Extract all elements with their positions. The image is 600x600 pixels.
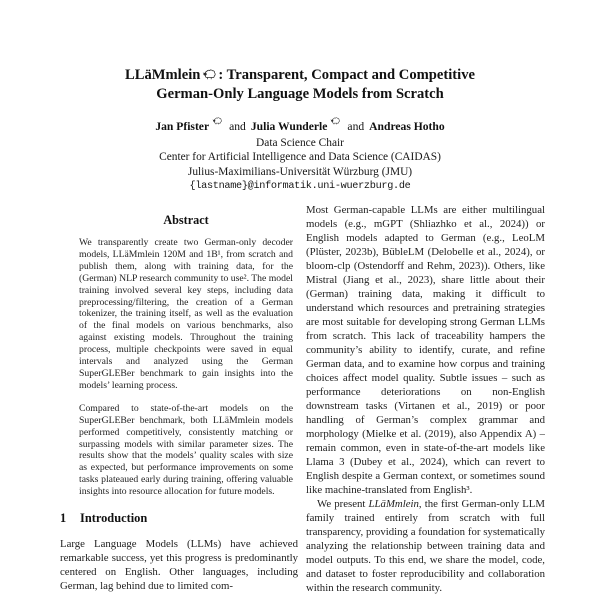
title-text-post: : Transparent, Compact and Competitive [218,67,475,83]
paper-header [0,66,600,192]
authors-separator-2: and [347,120,365,133]
model-name-italic: LLäMmlein [368,498,419,510]
email-line: {lastname}@informatik.uni-wuerzburg.de [189,180,411,192]
body-paragraph-1: Most German-capable LLMs are either multilingual models (e.g., mGPT (Shliazhko et al., 2024)) or English models adapted to German (e.g., LeoLM (Plüster, 2023b), BübleLM (Delobelle et al., 2024), or bloom-clp (Ostendorff and Rehm, 2023)). Others, like Mistral (Jiang et al., 2023), share little about their (German) training data, making it difficult to understand which resources and pretraining strategies are most suitable for developing strong German LLMs from scratch. This lack of traceability hampers the community’s ability to identify, curate, and refine German data, and to examine how corpus and training choices affect model quality. Subtle issues – such as performance deteriorations on non-English downstream tasks (Virtanen et al., 2019) or poor handling of German’s complex grammar and morphology (Mielke et al. (2019), also Appendix A) – remain common, even in state-of-the-art models like Llama 3 (Dubey et al., 2024), which can revert to English despite a German context, or sometimes sound like machine-translated from English³. [306,204,545,496]
author-1-affiliation-mark [210,117,224,125]
sheep-icon [202,69,216,80]
body-paragraph-2 [306,497,545,595]
paper-title [0,66,600,104]
title-text-pre: LLäMmlein [124,67,201,83]
sheep-icon [330,117,340,125]
abstract-text [79,237,293,498]
affiliation-chair: Data Science Chair [256,137,344,149]
author-2-sheep-slot [328,116,342,127]
section-title: Introduction [80,511,148,526]
author-name-2: Julia Wunderle [250,120,328,133]
author-1-sheep-slot [210,116,224,127]
abstract-paragraph-2: Compared to state-of-the-art models on the SuperGLEBer benchmark, both LLäMmlein models performed competitively, consistently matching or surpassing models with similar parameter sizes. The results show that the models’ quality scales with size as expected, but performance improvements on some tasks plateaued early during training, offering valuable insights into resource allocation for future models. [79,402,293,498]
body-paragraph-2-post: , the first German-only LLM family trained entirely from scratch with full transparency, providing a foundation for systematically analyzing the relationship between training data and model outputs. To this end, we share the model, code, and dataset to foster reproducibility and collaboration within the research community. [306,498,545,594]
affiliation-block [0,136,600,179]
sheep-icon [212,117,222,125]
abstract-section [79,213,293,498]
abstract-paragraph-1: We transparently create two German-only decoder models, LLäMmlein 120M and 1B¹, from scratch and publish them, along with training data, for the (German) NLP research community to use². The model training involved several key steps, including data preprocessing/filtering, the creation of a German tokenizer, the training itself, as well as the evaluation of the final models on various benchmarks, also against existing models. Throughout the training process, multiple checkpoints were saved in equal intervals and analyzed using the German SuperGLEBer benchmark to gain insights into the models’ learning process. [79,237,293,391]
title-sheep-slot [200,67,218,83]
section-number: 1 [60,511,67,526]
author-2-affiliation-mark [328,117,342,125]
body-paragraph-2-pre: We present [317,498,369,510]
abstract-heading: Abstract [163,213,209,227]
authors-separator-1: and [229,120,246,133]
section-heading-introduction [60,511,298,526]
title-line-1 [0,66,600,85]
left-column [60,213,298,600]
author-name-3: Andreas Hotho [369,120,445,133]
introduction-paragraph-1: Large Language Models (LLMs) have achieved remarkable success, yet this progress is predominantly centered on English. Other languages, including German, lag behind due to limited com- [60,537,298,592]
affiliation-university: Julius-Maximilians-Universität Würzburg (JMU) [187,165,413,178]
right-column [306,203,545,600]
author-name-1: Jan Pfister [155,120,210,133]
affiliation-center: Center for Artificial Intelligence and Data Science (CAIDAS) [159,151,441,164]
introduction-text [60,537,298,593]
title-line-2: German-Only Language Models from Scratch [156,86,444,102]
authors-line [0,117,600,133]
